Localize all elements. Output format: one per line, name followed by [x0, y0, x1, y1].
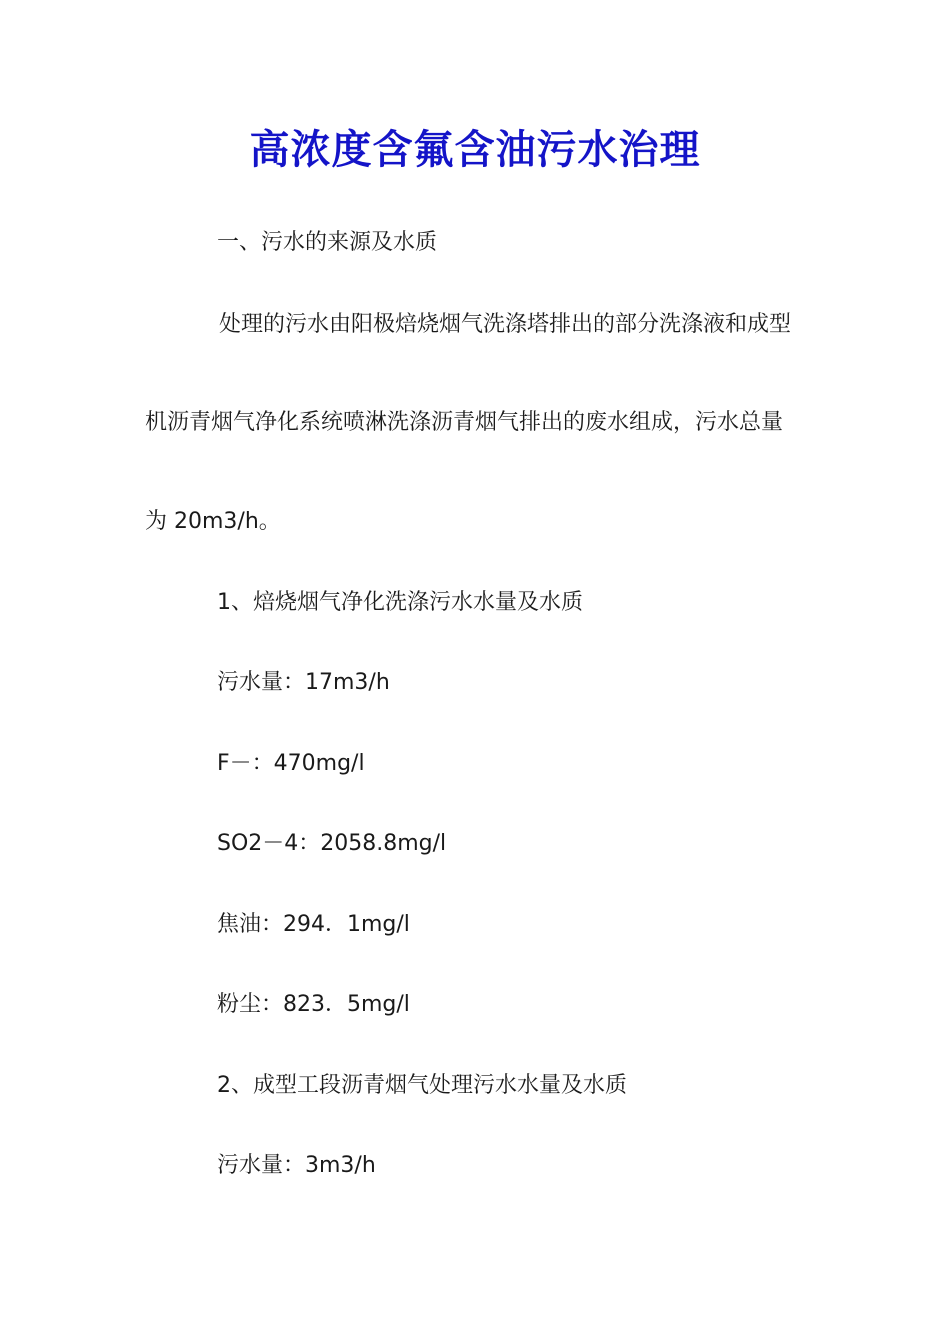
water-quality-item: 污水量：3m3/h — [217, 1153, 376, 1178]
paragraph-line: 处理的污水由阳极焙烧烟气洗涤塔排出的部分洗涤液和成型 — [219, 312, 792, 337]
section-heading: 一、污水的来源及水质 — [217, 230, 438, 255]
water-quality-item: 污水量：17m3/h — [217, 670, 390, 695]
water-quality-item: SO2－4：2058.8mg/l — [217, 831, 447, 856]
water-quality-item: 粉尘：823．5mg/l — [217, 992, 410, 1017]
subsection-heading: 2、成型工段沥青烟气处理污水水量及水质 — [217, 1073, 627, 1098]
water-quality-item: F－：470mg/l — [217, 751, 365, 776]
subsection-heading: 1、焙烧烟气净化洗涤污水水量及水质 — [217, 590, 583, 615]
water-quality-item: 焦油：294．1mg/l — [217, 912, 410, 937]
paragraph-line: 为 20m3/h。 — [145, 509, 281, 534]
paragraph-line: 机沥青烟气净化系统喷淋洗涤沥青烟气排出的废水组成，污水总量 — [145, 410, 784, 435]
document-title: 高浓度含氟含油污水治理 — [249, 126, 701, 173]
